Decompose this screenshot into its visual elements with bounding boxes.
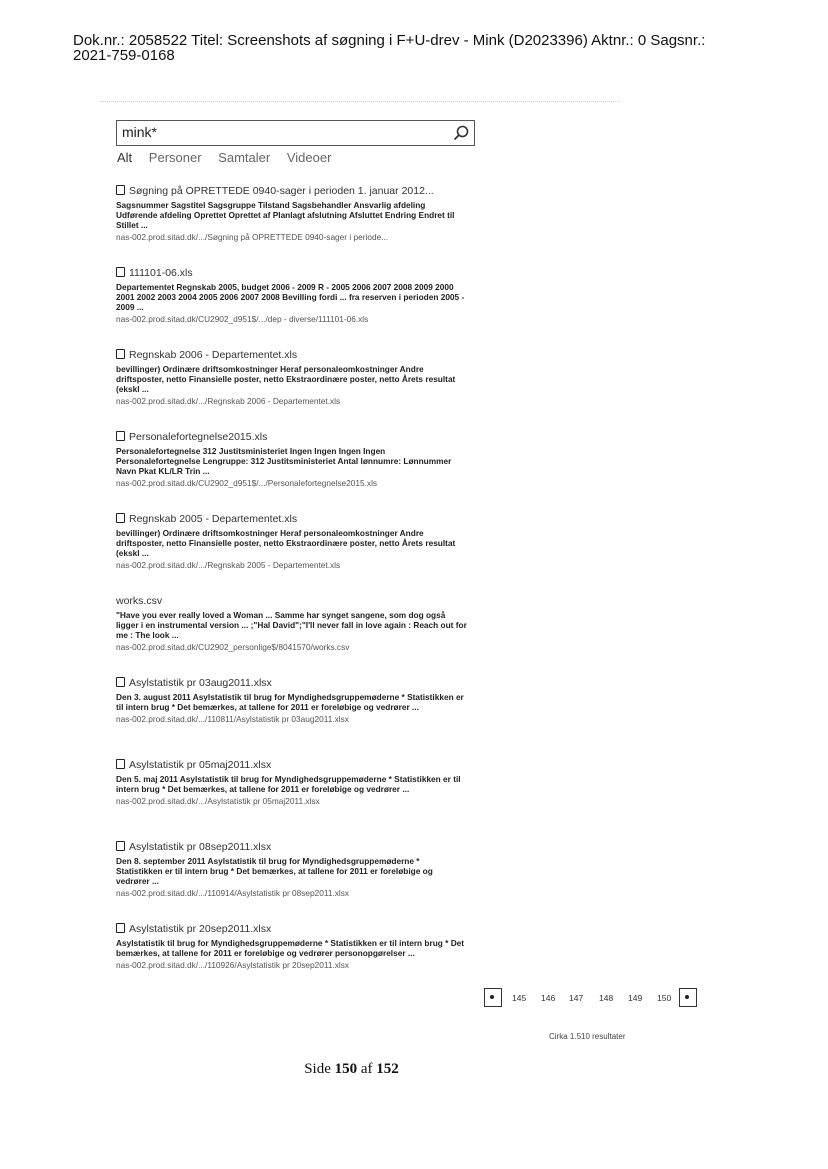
page-link[interactable]: 147 <box>569 993 584 1003</box>
result-title[interactable]: Asylstatistik pr 03aug2011.xlsx <box>129 677 272 689</box>
result-item <box>116 759 468 841</box>
header-line-2: 2021-759-0168 <box>73 47 175 64</box>
result-title[interactable]: Regnskab 2005 - Departementet.xls <box>129 513 298 525</box>
result-snippet: Den 8. september 2011 Asylstatistik til brug for Myndighedsgruppemøderne * Statistikken er til intern brug * Det bemærkes, at tallene for 2011 er foreløbige og vedrører ... <box>116 856 433 886</box>
page-current: 150 <box>657 993 672 1003</box>
document-icon <box>116 185 125 195</box>
next-arrow-icon <box>685 995 689 999</box>
result-title[interactable]: Søgning på OPRETTEDE 0940-sager i perioden 1. januar 2012... <box>129 185 434 197</box>
result-url[interactable]: nas-002.prod.sitad.dk/CU2902_d951$/.../dep - diverse/111101-06.xls <box>116 314 369 324</box>
footer-prefix: Side <box>304 1061 335 1077</box>
result-item <box>116 267 468 349</box>
spreadsheet-icon <box>116 677 125 687</box>
result-item <box>116 677 468 759</box>
result-item <box>116 513 468 595</box>
page-link[interactable]: 146 <box>541 993 556 1003</box>
result-item <box>116 841 468 923</box>
result-count: Cirka 1.510 resultater <box>549 1032 626 1041</box>
result-url[interactable]: nas-002.prod.sitad.dk/CU2902_personlige$/8041570/works.csv <box>116 642 350 652</box>
next-page-button[interactable] <box>679 988 697 1007</box>
result-snippet: Sagsnummer Sagstitel Sagsgruppe Tilstand Sagsbehandler Ansvarlig afdeling Udførende afdeling Oprettet Oprettet af Planlagt afslutning Afsluttet Endring Endret til Stillet ... <box>116 200 455 230</box>
spreadsheet-icon <box>116 431 125 441</box>
result-title[interactable]: Regnskab 2006 - Departementet.xls <box>129 349 298 361</box>
result-title-link[interactable] <box>116 841 468 854</box>
search-tabs <box>117 150 344 165</box>
result-url[interactable]: nas-002.prod.sitad.dk/.../Søgning på OPRETTEDE 0940-sager i periode... <box>116 232 389 242</box>
result-title-link[interactable] <box>116 349 468 362</box>
previous-arrow-icon <box>490 995 494 999</box>
result-snippet: "Have you ever really loved a Woman ... Samme har synget sangene, som dog også ligger i en instrumental version ... ;"Hal David";"I'll never fall in love again : Reach out for me : The look ... <box>116 610 467 640</box>
spreadsheet-icon <box>116 349 125 359</box>
page-link[interactable]: 149 <box>628 993 643 1003</box>
spreadsheet-icon <box>116 759 125 769</box>
result-title-link[interactable] <box>116 267 468 280</box>
result-title[interactable]: 111101-06.xls <box>129 267 193 279</box>
footer-page: 150 <box>334 1061 358 1077</box>
result-title-link[interactable] <box>116 923 468 936</box>
result-title-link[interactable] <box>116 759 468 772</box>
search-icon[interactable] <box>452 124 470 142</box>
result-title-link[interactable] <box>116 513 468 526</box>
tab-all[interactable]: Alt <box>117 150 133 165</box>
result-snippet: bevillinger) Ordinære driftsomkostninger Heraf personaleomkostninger Andre driftsposter, netto Finansielle poster, netto Ekstraordinære poster, netto Årets resultat (ekskl ... <box>116 528 456 558</box>
page-link[interactable]: 145 <box>512 993 527 1003</box>
result-url[interactable]: nas-002.prod.sitad.dk/.../110914/Asylstatistik pr 08sep2011.xlsx <box>116 888 350 898</box>
page-footer <box>0 1061 703 1078</box>
tab-videos[interactable]: Videoer <box>286 150 332 165</box>
result-title[interactable]: Personalefortegnelse2015.xls <box>129 431 268 443</box>
result-title[interactable]: Asylstatistik pr 05maj2011.xlsx <box>129 759 272 771</box>
spreadsheet-icon <box>116 923 125 933</box>
document-header <box>73 33 793 63</box>
result-snippet: Den 3. august 2011 Asylstatistik til brug for Myndighedsgruppemøderne * Statistikken er til intern brug * Det bemærkes, at tallene for 2011 er foreløbige og vedrører ... <box>116 692 464 712</box>
result-item <box>116 923 468 1005</box>
result-snippet: Personalefortegnelse 312 Justitsministeriet Ingen Ingen Ingen Ingen Personalefortegnelse Lengruppe: 312 Justitsministeriet Antal lønnumre: Lønnummer Navn Pkat KL/LR Trin ... <box>116 446 452 476</box>
result-snippet: Departementet Regnskab 2005, budget 2006 - 2009 R - 2005 2006 2007 2008 2009 2000 2001 2002 2003 2004 2005 2006 2007 2008 Bevilling fordi ... fra reserven i perioden 2005 - 2009 ... <box>116 282 465 312</box>
page-link[interactable]: 148 <box>599 993 614 1003</box>
result-snippet: Den 5. maj 2011 Asylstatistik til brug for Myndighedsgruppemøderne * Statistikken er til intern brug * Det bemærkes, at tallene for 2011 er foreløbige og vedrører ... <box>116 774 461 794</box>
result-url[interactable]: nas-002.prod.sitad.dk/.../Regnskab 2005 - Departementet.xls <box>116 560 341 570</box>
tab-conversations[interactable]: Samtaler <box>218 150 271 165</box>
result-snippet: Asylstatistik til brug for Myndighedsgruppemøderne * Statistikken er til intern brug * Det bemærkes, at tallene for 2011 er foreløbige og vedrører personopgørelser ... <box>116 938 465 958</box>
spreadsheet-icon <box>116 513 125 523</box>
result-url[interactable]: nas-002.prod.sitad.dk/.../110811/Asylstatistik pr 03aug2011.xlsx <box>116 714 349 724</box>
result-title-link[interactable] <box>116 677 468 690</box>
result-title[interactable]: works.csv <box>116 595 163 607</box>
result-item <box>116 185 468 267</box>
result-item <box>116 595 468 677</box>
footer-total: 152 <box>376 1061 399 1077</box>
result-item <box>116 431 468 513</box>
result-title-link[interactable] <box>116 595 468 608</box>
result-title-link[interactable] <box>116 431 468 444</box>
divider <box>100 101 620 102</box>
result-snippet: bevillinger) Ordinære driftsomkostninger Heraf personaleomkostninger Andre driftsposter, netto Finansielle poster, netto Ekstraordinære poster, netto Årets resultat (ekskl ... <box>116 364 456 394</box>
previous-page-button[interactable] <box>484 988 502 1007</box>
results-list <box>116 185 468 1005</box>
result-title[interactable]: Asylstatistik pr 20sep2011.xlsx <box>129 923 272 935</box>
result-title-link[interactable] <box>116 185 468 198</box>
result-url[interactable]: nas-002.prod.sitad.dk/.../Regnskab 2006 - Departementet.xls <box>116 396 341 406</box>
result-title[interactable]: Asylstatistik pr 08sep2011.xlsx <box>129 841 272 853</box>
result-url[interactable]: nas-002.prod.sitad.dk/CU2902_d951$/.../Personalefortegnelse2015.xls <box>116 478 378 488</box>
tab-people[interactable]: Personer <box>148 150 202 165</box>
result-item <box>116 349 468 431</box>
result-url[interactable]: nas-002.prod.sitad.dk/.../110926/Asylstatistik pr 20sep2011.xlsx <box>116 960 350 970</box>
search-box[interactable] <box>116 120 475 146</box>
footer-middle: af <box>357 1061 377 1077</box>
header-line-1: Dok.nr.: 2058522 Titel: Screenshots af søgning i F+U-drev - Mink (D2023396) Aktnr.: 0 Sagsnr.: <box>73 32 706 49</box>
spreadsheet-icon <box>116 841 125 851</box>
result-url[interactable]: nas-002.prod.sitad.dk/.../Asylstatistik pr 05maj2011.xlsx <box>116 796 320 806</box>
spreadsheet-icon <box>116 267 125 277</box>
search-input[interactable]: mink* <box>122 124 158 140</box>
